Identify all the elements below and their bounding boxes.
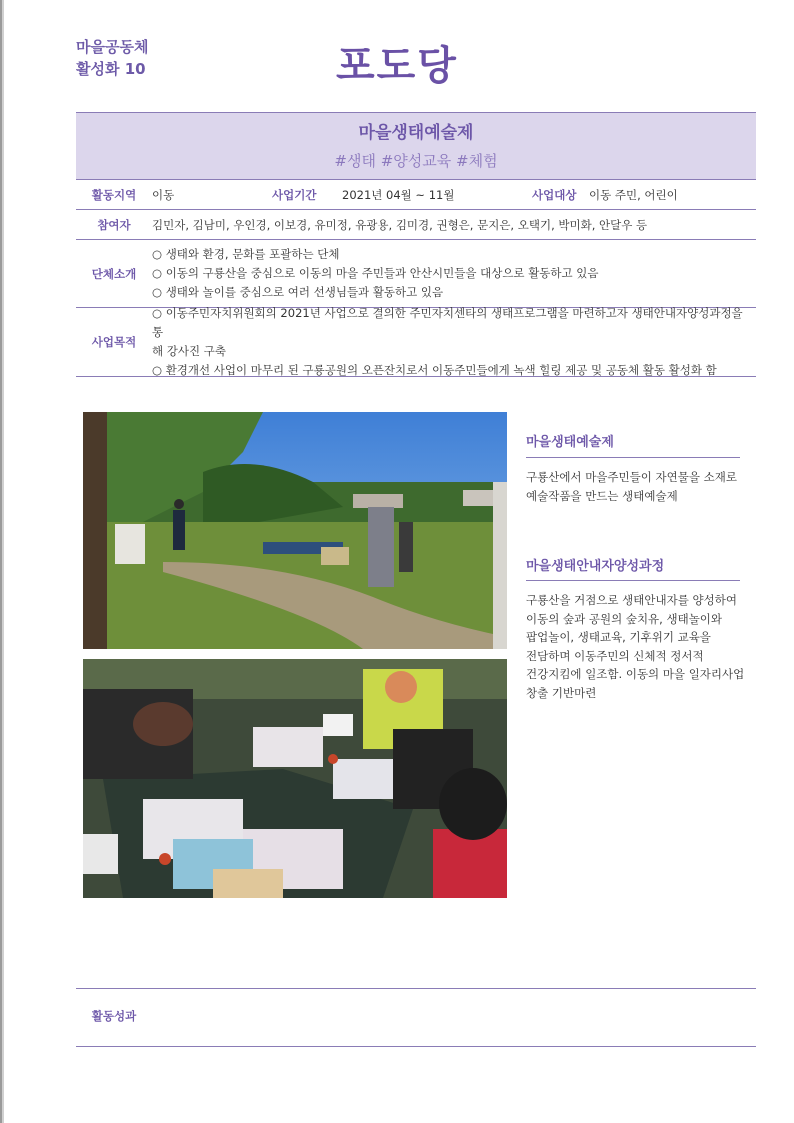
period-label: 사업기간 (272, 187, 317, 202)
side-section2-line: 전담하며 이동주민의 신체적 정서적 (526, 648, 704, 663)
side-section2-body (526, 591, 746, 702)
purpose-line: ○ 이동주민자치위원회의 2021년 사업으로 결의한 주민자치센타의 생태프로그램을 마련하고자 생태안내자양성과정을 통 (152, 306, 743, 339)
intro-line: ○ 이동의 구룡산을 중심으로 이동의 마을 주민들과 안산시민들을 대상으로 활동하고 있음 (152, 266, 599, 280)
intro-text (152, 245, 756, 302)
info-row-purpose (76, 308, 756, 377)
intro-line: ○ 생태와 환경, 문화를 포괄하는 단체 (152, 247, 340, 261)
side-section2-line: 창출 기반마련 (526, 685, 597, 700)
purpose-line: 해 강사진 구축 (152, 344, 226, 358)
side-section2-line: 팝업놀이, 생태교육, 기후위기 교육을 (526, 630, 711, 644)
intro-label: 단체소개 (91, 266, 137, 281)
project-info-table (76, 112, 756, 377)
info-row-basic (76, 180, 756, 210)
side-section2-rule (526, 580, 740, 581)
area-label: 활동지역 (91, 187, 137, 202)
result-rule-bottom (76, 1046, 756, 1047)
participants-label: 참여자 (97, 217, 131, 232)
side-section2-line: 이동의 숲과 공원의 숲치유, 생태놀이와 (526, 611, 723, 626)
target-label: 사업대상 (532, 187, 577, 202)
side-section1-rule (526, 457, 740, 458)
info-row-participants (76, 210, 756, 240)
category-line1: 마을공동체 (76, 38, 149, 56)
side-section1-line: 예술작품을 만드는 생태예술제 (526, 488, 678, 503)
festival-park-photo (83, 412, 507, 649)
area-value: 이동 (152, 187, 175, 202)
category-line2: 활성화 10 (76, 60, 146, 78)
participants-value: 김민자, 김남미, 우인경, 이보경, 유미정, 유광용, 김미경, 권형은, 문지은, 오택기, 박미화, 안달우 등 (152, 217, 648, 232)
result-label: 활동성과 (91, 1009, 137, 1023)
purpose-label: 사업목적 (91, 335, 137, 349)
side-section1-line: 구룡산에서 마을주민들이 자연물을 소재로 (526, 470, 737, 484)
info-row-intro (76, 240, 756, 308)
project-title-block (76, 112, 756, 180)
side-section2-title: 마을생태안내자양성과정 (526, 559, 665, 574)
side-section1-body (526, 468, 746, 505)
result-rule-top (76, 988, 756, 989)
intro-line: ○ 생태와 놀이를 중심으로 여러 선생님들과 활동하고 있음 (152, 285, 444, 299)
purpose-line: ○ 환경개선 사업이 마무리 된 구룡공원의 오픈잔치로서 이동주민들에게 녹색 힐링 제공 및 공동체 활동 활성화 함 (152, 363, 717, 377)
brand-title: 포도당 (336, 43, 458, 89)
project-tags: #생태 #양성교육 #체험 (334, 152, 498, 170)
purpose-text (152, 304, 756, 380)
page-edge-shadow (2, 0, 4, 1123)
project-title: 마을생태예술제 (358, 123, 474, 143)
target-value: 이동 주민, 어린이 (589, 187, 678, 202)
side-section1-title: 마을생태예술제 (526, 435, 614, 450)
period-value: 2021년 04월 ~ 11월 (342, 187, 455, 202)
side-section2-line: 건강지킴에 일조함. 이동의 마을 일자리사업 (526, 667, 745, 681)
leaf-print-workshop-photo (83, 659, 507, 898)
side-section2-line: 구룡산을 거점으로 생태안내자를 양성하여 (526, 593, 737, 607)
